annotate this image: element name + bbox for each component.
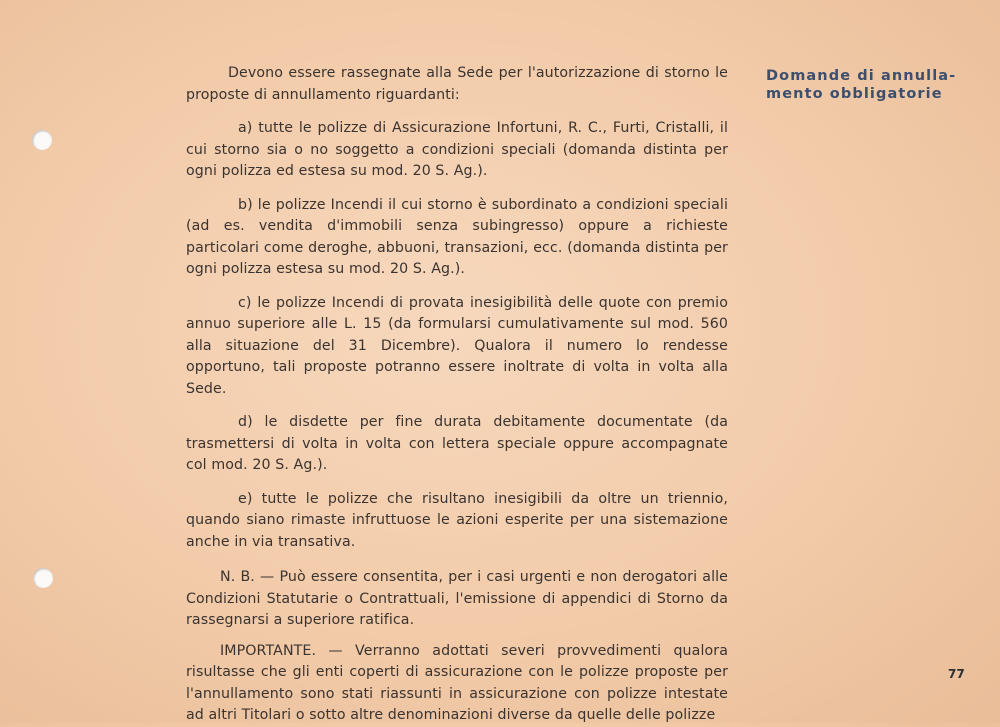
item-b-paragraph: b) le polizze Incendi il cui storno è subordinato a condizioni speciali (ad es. vendita d'immobili senza subingresso) oppure a richieste particolari come deroghe, abbuoni, transazioni, ecc. (domanda distinta per ogni polizza estesa su mod. 20 S. Ag.). — [186, 196, 728, 277]
binder-hole-top — [32, 130, 52, 150]
page-number: 77 — [948, 667, 965, 681]
nb-paragraph: N. B. — Può essere consentita, per i casi urgenti e non derogatori alle Condizioni Statutarie o Contrattuali, l'emissione di appendici di Storno da rassegnarsi a superiore ratifica. — [186, 569, 728, 628]
margin-note-line-1: Domande di annulla- — [766, 68, 957, 84]
intro-paragraph: Devono essere rassegnate alla Sede per l'autorizzazione di storno le proposte di annullamento riguardanti: — [186, 65, 728, 103]
body-text — [186, 63, 728, 727]
margin-note — [766, 67, 966, 103]
margin-note-line-2: mento obbligatorie — [766, 86, 943, 102]
item-e-paragraph: e) tutte le polizze che risultano inesigibili da oltre un triennio, quando siano rimaste infruttuose le azioni esperite per una sistemazione anche in via transativa. — [186, 490, 728, 550]
item-d-paragraph: d) le disdette per fine durata debitamente documentate (da trasmettersi di volta in volta con lettera speciale oppure accompagnate col mod. 20 S. Ag.). — [186, 414, 728, 473]
binder-hole-bottom — [33, 568, 53, 588]
item-c-paragraph: c) le polizze Incendi di provata inesigibilità delle quote con premio annuo superiore alle L. 15 (da formularsi cumulativamente sul mod. 560 alla situazione del 31 Dicembre). Qualora il numero lo rendesse opportuno, tali proposte potranno essere inoltrate di volta in volta alla Sede. — [186, 294, 728, 397]
item-a-paragraph: a) tutte le polizze di Assicurazione Infortuni, R. C., Furti, Cristalli, il cui storno sia o no soggetto a condizioni speciali (domanda distinta per ogni polizza ed estesa su mod. 20 S. Ag.). — [186, 120, 728, 179]
importante-paragraph: IMPORTANTE. — Verranno adottati severi provvedimenti qualora risultasse che gli enti coperti di assicurazione con le polizze proposte per l'annullamento sono stati riassunti in assicurazione con polizze intestate ad altri Titolari o sotto altre denominazioni diverse da quelle delle polizze — [186, 642, 728, 723]
